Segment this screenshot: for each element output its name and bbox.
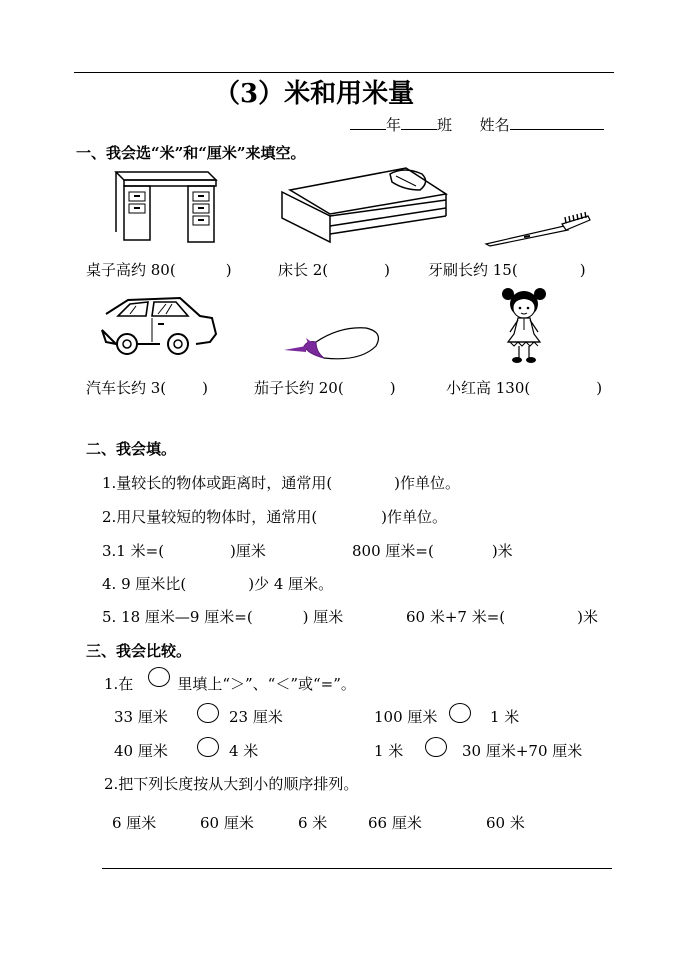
length-item: 6 米 xyxy=(298,814,328,832)
compare-3-circle[interactable] xyxy=(197,737,219,757)
length-item: 6 厘米 xyxy=(112,814,157,832)
fill-line-3a: 3.1 米=( )厘米 xyxy=(102,542,266,560)
compare-1-circle[interactable] xyxy=(197,703,219,723)
item-eggplant: 茄子长约 20( ) xyxy=(254,379,396,397)
year-label: 年 xyxy=(386,116,402,134)
section1-heading: 一、我会选“米”和“厘米”来填空。 xyxy=(76,144,306,162)
compare-4-circle[interactable] xyxy=(425,737,447,757)
compare-instruction: 1.在 里填上“＞”、“＜”或“=”。 xyxy=(104,675,356,693)
fill-line-5a: 5. 18 厘米—9 厘米=( ) 厘米 xyxy=(102,608,344,626)
compare-1-left: 33 厘米 xyxy=(114,708,168,726)
desk-icon xyxy=(112,170,218,244)
fill-line-4: 4. 9 厘米比( )少 4 厘米。 xyxy=(102,575,334,593)
bed-icon xyxy=(280,160,450,244)
item-bed: 床长 2( ) xyxy=(278,261,391,279)
compare-1-right: 23 厘米 xyxy=(229,708,283,726)
year-blank[interactable] xyxy=(350,115,386,130)
header-info xyxy=(350,114,604,135)
fill-line-3b: 800 厘米=( )米 xyxy=(352,542,513,560)
fill-line-1: 1.量较长的物体或距离时，通常用( )作单位。 xyxy=(102,474,461,492)
bottom-rule xyxy=(102,868,612,869)
item-girl: 小红高 130( ) xyxy=(446,379,603,397)
page-title: （3）米和用米量 xyxy=(214,79,415,109)
item-desk: 桌子高约 80( ) xyxy=(86,261,232,279)
item-toothbrush: 牙刷长约 15( ) xyxy=(428,261,586,279)
class-label: 班 xyxy=(437,116,453,134)
compare-3-right: 4 米 xyxy=(229,742,259,760)
item-car: 汽车长约 3( ) xyxy=(86,379,209,397)
girl-icon xyxy=(500,286,548,366)
compare-4-left: 1 米 xyxy=(374,742,404,760)
compare-2-circle[interactable] xyxy=(449,703,471,723)
class-blank[interactable] xyxy=(401,115,437,130)
name-label: 姓名 xyxy=(479,116,510,134)
section3-heading: 三、我会比较。 xyxy=(86,642,192,660)
car-icon xyxy=(100,292,220,362)
name-blank[interactable] xyxy=(510,115,604,130)
length-item: 66 厘米 xyxy=(368,814,422,832)
eggplant-icon xyxy=(280,324,384,364)
example-circle xyxy=(148,667,170,687)
compare-2-left: 100 厘米 xyxy=(374,708,438,726)
compare-2-right: 1 米 xyxy=(490,708,520,726)
fill-line-5b: 60 米+7 米=( )米 xyxy=(406,608,599,626)
compare-4-right: 30 厘米+70 厘米 xyxy=(462,742,583,760)
ordering-instruction: 2.把下列长度按从大到小的顺序排列。 xyxy=(104,775,359,793)
fill-line-2: 2.用尺量较短的物体时，通常用( )作单位。 xyxy=(102,508,448,526)
length-item: 60 米 xyxy=(486,814,525,832)
compare-3-left: 40 厘米 xyxy=(114,742,168,760)
section2-heading: 二、我会填。 xyxy=(86,440,177,458)
toothbrush-icon xyxy=(484,210,594,248)
length-item: 60 厘米 xyxy=(200,814,254,832)
